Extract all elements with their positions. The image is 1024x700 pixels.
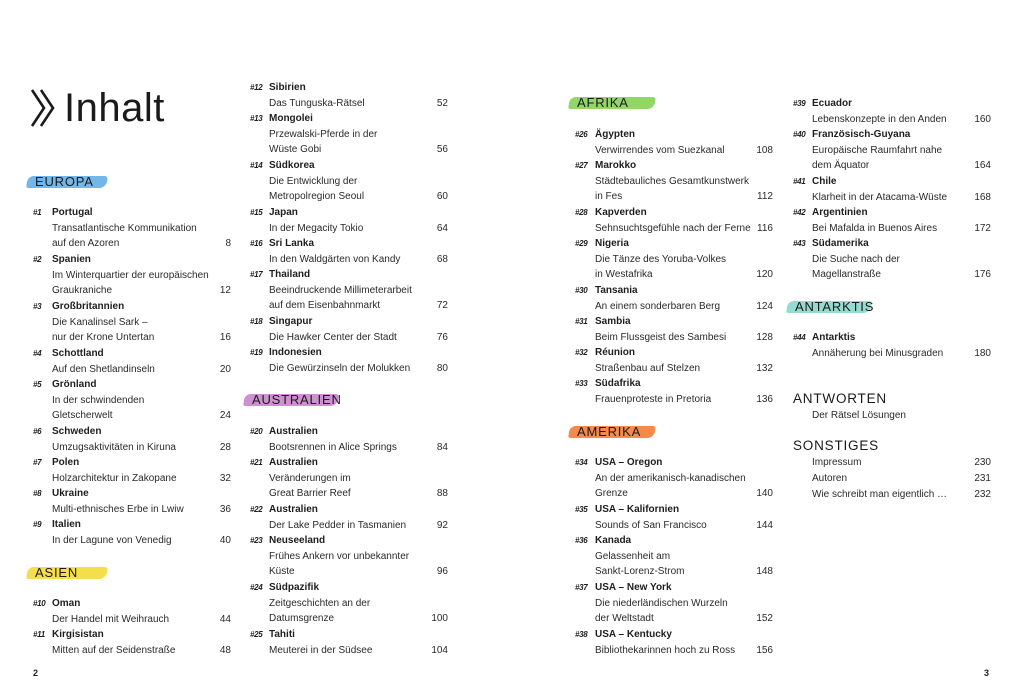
section-heading-afrika — [573, 93, 629, 113]
section-label: SONSTIGES — [793, 438, 879, 453]
toc-entry[interactable] — [250, 455, 448, 502]
entry-number: #43 — [793, 239, 806, 248]
entry-number: #6 — [33, 427, 42, 436]
section-label: EUROPA — [35, 174, 94, 189]
toc-entry[interactable] — [33, 205, 231, 252]
entry-country: Japan — [269, 207, 298, 218]
entry-number: #22 — [250, 505, 263, 514]
entry-country: Sri Lanka — [269, 238, 315, 249]
entry-page-number: 172 — [974, 222, 991, 234]
entry-subtitle: Bootsrennen in Alice Springs — [269, 441, 397, 453]
toc-entry[interactable] — [793, 174, 991, 205]
entry-subtitle: in Westafrika — [595, 269, 653, 281]
entry-subtitle: Frühes Ankern vor unbekannter — [269, 550, 410, 562]
entry-page-number: 152 — [756, 613, 773, 625]
entry-subtitle: Metropolregion Seoul — [269, 191, 365, 203]
toc-entry[interactable] — [250, 533, 448, 580]
entry-page-number: 136 — [756, 393, 773, 405]
section-heading-antworten — [793, 389, 887, 409]
entry-page-number: 108 — [756, 144, 773, 156]
entry-country: Großbritannien — [52, 301, 125, 312]
entry-country: Australien — [269, 426, 318, 437]
entry-page-number: 16 — [219, 332, 231, 344]
toc-entry[interactable] — [250, 627, 448, 658]
entry-subtitle: Graukraniche — [52, 285, 113, 297]
section-label: ANTARKTIS — [795, 299, 875, 314]
entry-country: Ecuador — [812, 98, 853, 109]
entry-number: #34 — [575, 458, 588, 467]
entry-subtitle: Veränderungen im — [269, 472, 351, 484]
entry-number: #15 — [250, 208, 263, 217]
entry-page-number: 144 — [756, 519, 773, 531]
entry-number: #27 — [575, 161, 588, 170]
entry-country: Chile — [812, 176, 837, 187]
entry-page-number: 56 — [436, 144, 448, 156]
entry-subtitle: Datumsgrenze — [269, 613, 335, 625]
entry-page-number: 80 — [436, 362, 448, 374]
entry-subtitle: dem Äquator — [812, 160, 870, 172]
entry-number: #25 — [250, 630, 263, 639]
entry-page-number: 230 — [974, 457, 991, 468]
entry-country: Südamerika — [812, 238, 869, 249]
entry-number: #26 — [575, 130, 588, 139]
entry-number: #18 — [250, 317, 263, 326]
entry-page-number: 72 — [436, 300, 448, 312]
entry-subtitle: Das Tunguska-Rätsel — [269, 97, 365, 109]
entry-number: #1 — [33, 208, 42, 217]
entry-number: #21 — [250, 458, 263, 467]
entry-country: USA – New York — [595, 582, 672, 593]
entry-subtitle: Transatlantische Kommunikation — [52, 222, 197, 234]
entry-country: Italien — [52, 519, 81, 530]
entry-number: #8 — [33, 489, 42, 498]
entry-number: #10 — [33, 599, 46, 608]
entry-page-number: 12 — [219, 285, 231, 297]
entry-country: Nigeria — [595, 238, 629, 249]
entry-number: #19 — [250, 348, 263, 357]
entry-number: #13 — [250, 114, 263, 123]
toc-entry[interactable] — [33, 455, 231, 486]
entry-page-number: 120 — [756, 269, 773, 281]
entry-country: Kirgisistan — [52, 629, 104, 640]
entry-page-number: 28 — [219, 441, 231, 453]
entry-country: Singapur — [269, 316, 313, 327]
entry-subtitle: Die Hawker Center der Stadt — [269, 331, 397, 343]
entry-subtitle: Autoren — [812, 473, 848, 484]
entry-number: #44 — [793, 333, 806, 342]
entry-subtitle: Przewalski-Pferde in der — [269, 128, 378, 140]
entry-subtitle: Der Rätsel Lösungen — [812, 410, 906, 421]
entry-page-number: 232 — [974, 489, 991, 500]
entry-country: USA – Oregon — [595, 457, 663, 468]
double-chevron-icon — [28, 86, 58, 130]
entry-page-number: 104 — [431, 644, 448, 656]
entry-number: #2 — [33, 255, 42, 264]
section-heading-antarktis — [791, 297, 874, 317]
entry-page-number: 168 — [974, 191, 991, 203]
entry-subtitle: Sounds of San Francisco — [595, 519, 707, 531]
entry-page-number: 132 — [756, 362, 773, 374]
entry-number: #17 — [250, 270, 263, 279]
section-heading-sonstiges — [793, 436, 879, 456]
entry-country: Australien — [269, 504, 318, 515]
entry-country: Thailand — [269, 269, 311, 280]
toc-entry[interactable] — [33, 299, 231, 346]
toc-entry[interactable] — [33, 377, 231, 424]
page-number-right: 3 — [984, 668, 990, 678]
entry-subtitle: Multi-ethnisches Erbe in Lwiw — [52, 503, 184, 515]
entry-subtitle: Die Tänze des Yoruba-Volkes — [595, 253, 727, 265]
entry-number: #12 — [250, 83, 263, 92]
entry-subtitle: Im Winterquartier der europäischen — [52, 269, 209, 281]
entry-subtitle: Umzugsaktivitäten in Kiruna — [52, 441, 176, 453]
toc-entry[interactable] — [793, 455, 991, 471]
section-heading-australien — [248, 390, 342, 410]
entry-number: #31 — [575, 317, 588, 326]
entry-country: Oman — [52, 598, 81, 609]
toc-entry[interactable] — [33, 424, 231, 455]
entry-subtitle: Die niederländischen Wurzeln — [595, 597, 728, 609]
toc-entry[interactable] — [33, 627, 231, 658]
toc-entry[interactable] — [250, 345, 448, 376]
entry-page-number: 48 — [219, 644, 231, 656]
entry-page-number: 112 — [757, 191, 773, 203]
entry-country: Südafrika — [595, 378, 641, 389]
entry-subtitle: Küste — [269, 566, 295, 578]
section-label: AMERIKA — [577, 424, 642, 439]
entry-subtitle: Magellanstraße — [812, 269, 881, 281]
toc-entry[interactable] — [575, 314, 773, 345]
toc-entry[interactable] — [793, 127, 991, 174]
entry-country: Kapverden — [595, 207, 647, 218]
entry-page-number: 64 — [436, 222, 448, 234]
toc-entry[interactable] — [250, 580, 448, 627]
entry-subtitle: Meuterei in der Südsee — [269, 644, 373, 656]
toc-entry[interactable] — [250, 80, 448, 111]
entry-subtitle: Die Suche nach der — [812, 253, 900, 265]
entry-country: Sambia — [595, 316, 631, 327]
toc-entry[interactable] — [575, 158, 773, 205]
entry-subtitle: Annäherung bei Minusgraden — [812, 347, 944, 359]
entry-subtitle: Klarheit in der Atacama-Wüste — [812, 191, 948, 203]
entry-number: #20 — [250, 427, 263, 436]
entry-number: #38 — [575, 630, 588, 639]
entry-page-number: 128 — [756, 331, 773, 343]
entry-country: Französisch-Guyana — [812, 129, 911, 140]
entry-country: Ukraine — [52, 488, 89, 499]
entry-subtitle: In der Lagune von Venedig — [52, 534, 172, 546]
entry-subtitle: Holzarchitektur in Zakopane — [52, 472, 177, 484]
entry-page-number: 116 — [757, 222, 773, 234]
entry-page-number: 140 — [756, 488, 773, 500]
toc-entry[interactable] — [250, 158, 448, 205]
toc-entry[interactable] — [793, 408, 991, 424]
entry-country: Portugal — [52, 207, 93, 218]
entry-number: #14 — [250, 161, 263, 170]
entry-page-number: 156 — [756, 644, 773, 656]
entry-number: #41 — [793, 177, 806, 186]
entry-page-number: 32 — [219, 472, 231, 484]
entry-page-number: 96 — [436, 566, 448, 578]
entry-subtitle: der Weltstadt — [595, 613, 654, 625]
toc-entry[interactable] — [33, 486, 231, 517]
entry-country: Australien — [269, 457, 318, 468]
entry-subtitle: Wüste Gobi — [269, 144, 322, 156]
entry-subtitle: Auf den Shetlandinseln — [52, 363, 155, 375]
entry-page-number: 76 — [436, 331, 448, 343]
entry-page-number: 124 — [756, 300, 773, 312]
entry-subtitle: Lebenskonzepte in den Anden — [812, 113, 947, 125]
entry-number: #23 — [250, 536, 263, 545]
section-label: ASIEN — [35, 565, 79, 580]
entry-subtitle: Der Handel mit Weihrauch — [52, 613, 170, 625]
entry-number: #40 — [793, 130, 806, 139]
entry-page-number: 52 — [436, 97, 448, 109]
entry-country: Marokko — [595, 160, 637, 171]
entry-number: #36 — [575, 536, 588, 545]
toc-entry[interactable] — [250, 111, 448, 158]
toc-entry[interactable] — [33, 596, 231, 627]
section-heading-amerika — [573, 422, 641, 442]
toc-entry[interactable] — [575, 283, 773, 314]
entry-subtitle: Verwirrendes vom Suezkanal — [595, 144, 725, 156]
entry-subtitle: auf dem Eisenbahnmarkt — [269, 300, 381, 312]
entry-subtitle: Gletscherwelt — [52, 410, 113, 422]
entry-subtitle: Beeindruckende Millimeterarbeit — [269, 284, 412, 296]
entry-number: #9 — [33, 520, 42, 529]
entry-page-number: 68 — [436, 253, 448, 265]
entry-subtitle: Sehnsuchtsgefühle nach der Ferne — [595, 222, 751, 234]
entry-number: #37 — [575, 583, 588, 592]
entry-subtitle: Gelassenheit am — [595, 550, 671, 562]
entry-subtitle: Bei Mafalda in Buenos Aires — [812, 222, 938, 234]
entry-subtitle: Die Kanalinsel Sark – — [52, 316, 148, 328]
toc-entry[interactable] — [575, 345, 773, 376]
toc-entry[interactable] — [793, 205, 991, 236]
entry-country: Spanien — [52, 254, 91, 265]
entry-page-number: 160 — [974, 113, 991, 125]
entry-subtitle: Grenze — [595, 488, 628, 500]
section-label: AUSTRALIEN — [252, 392, 342, 407]
entry-number: #4 — [33, 349, 42, 358]
entry-country: Ägypten — [595, 129, 635, 140]
entry-subtitle: Mitten auf der Seidenstraße — [52, 644, 176, 656]
toc-heading — [28, 84, 165, 132]
entry-country: Sibirien — [269, 82, 306, 93]
entry-country: Indonesien — [269, 347, 322, 358]
entry-country: Tansania — [595, 285, 638, 296]
toc-entry[interactable] — [793, 96, 991, 127]
entry-country: Mongolei — [269, 113, 313, 124]
entry-page-number: 36 — [219, 503, 231, 515]
entry-number: #5 — [33, 380, 42, 389]
entry-country: Tahiti — [269, 629, 295, 640]
toc-entry[interactable] — [575, 533, 773, 580]
toc-entry[interactable] — [250, 267, 448, 314]
entry-page-number: 231 — [974, 473, 991, 484]
entry-number: #33 — [575, 379, 588, 388]
entry-country: Neuseeland — [269, 535, 326, 546]
entry-number: #16 — [250, 239, 263, 248]
toc-entry[interactable] — [793, 471, 991, 487]
entry-country: Grönland — [52, 379, 97, 390]
entry-page-number: 8 — [225, 238, 231, 250]
toc-entry[interactable] — [575, 376, 773, 407]
entry-subtitle: Städtebauliches Gesamtkunstwerk — [595, 175, 749, 187]
entry-subtitle: Wie schreibt man eigentlich … — [812, 489, 948, 500]
section-label: ANTWORTEN — [793, 391, 887, 406]
entry-subtitle: Impressum — [812, 457, 862, 468]
entry-page-number: 100 — [431, 613, 448, 625]
entry-country: Schweden — [52, 426, 102, 437]
entry-subtitle: Sankt-Lorenz-Strom — [595, 566, 685, 578]
toc-entry[interactable] — [575, 205, 773, 236]
entry-country: Argentinien — [812, 207, 868, 218]
entry-number: #3 — [33, 302, 42, 311]
entry-subtitle: In den Waldgärten von Kandy — [269, 253, 401, 265]
entry-country: USA – Kentucky — [595, 629, 672, 640]
toc-entry[interactable] — [575, 236, 773, 283]
entry-page-number: 88 — [436, 488, 448, 500]
toc-entry[interactable] — [250, 236, 448, 267]
toc-entry[interactable] — [33, 517, 231, 548]
entry-subtitle: Frauenproteste in Pretoria — [595, 393, 712, 405]
section-heading-asien — [31, 563, 78, 583]
section-label: AFRIKA — [577, 95, 629, 110]
entry-subtitle: Bibliothekarinnen hoch zu Ross — [595, 644, 736, 656]
entry-subtitle: Die Gewürzinseln der Molukken — [269, 362, 411, 374]
entry-page-number: 92 — [436, 519, 448, 531]
entry-subtitle: auf den Azoren — [52, 238, 120, 250]
page-number-left: 2 — [33, 668, 39, 678]
entry-subtitle: Great Barrier Reef — [269, 488, 351, 500]
entry-number: #11 — [33, 630, 45, 639]
entry-subtitle: Der Lake Pedder in Tasmanien — [269, 519, 407, 531]
entry-subtitle: in Fes — [595, 191, 623, 203]
entry-number: #24 — [250, 583, 263, 592]
toc-entry[interactable] — [793, 236, 991, 283]
entry-number: #32 — [575, 348, 588, 357]
entry-subtitle: An einem sonderbaren Berg — [595, 300, 721, 312]
entry-country: Schottland — [52, 348, 104, 359]
toc-entry[interactable] — [575, 580, 773, 627]
page-title: Inhalt — [64, 85, 165, 130]
entry-subtitle: Beim Flussgeist des Sambesi — [595, 331, 727, 343]
section-heading-europa — [31, 172, 94, 192]
entry-subtitle: nur der Krone Untertan — [52, 332, 155, 344]
entry-country: Antarktis — [812, 332, 856, 343]
entry-page-number: 180 — [974, 347, 991, 359]
toc-entry[interactable] — [575, 627, 773, 658]
toc-entry[interactable] — [575, 127, 773, 158]
entry-country: Südpazifik — [269, 582, 320, 593]
entry-number: #28 — [575, 208, 588, 217]
toc-entry[interactable] — [793, 487, 991, 503]
entry-subtitle: An der amerikanisch-kanadischen — [595, 472, 746, 484]
entry-subtitle: Zeitgeschichten an der — [269, 597, 371, 609]
entry-page-number: 60 — [436, 191, 448, 203]
entry-country: Kanada — [595, 535, 632, 546]
entry-subtitle: Europäische Raumfahrt nahe — [812, 144, 943, 156]
entry-page-number: 176 — [974, 269, 991, 281]
entry-page-number: 84 — [436, 441, 448, 453]
toc-entry[interactable] — [250, 205, 448, 236]
entry-number: #29 — [575, 239, 588, 248]
toc-entry[interactable] — [33, 252, 231, 299]
entry-page-number: 164 — [974, 160, 991, 172]
toc-entry[interactable] — [250, 502, 448, 533]
entry-country: Polen — [52, 457, 80, 468]
toc-entry[interactable] — [33, 346, 231, 377]
entry-subtitle: Die Entwicklung der — [269, 175, 358, 187]
entry-subtitle: In der schwindenden — [52, 394, 145, 406]
entry-subtitle: In der Megacity Tokio — [269, 222, 364, 234]
entry-page-number: 40 — [219, 534, 231, 546]
entry-number: #42 — [793, 208, 806, 217]
toc-entry[interactable] — [250, 424, 448, 455]
entry-country: Südkorea — [269, 160, 315, 171]
entry-number: #39 — [793, 99, 806, 108]
entry-number: #35 — [575, 505, 588, 514]
entry-subtitle: Straßenbau auf Stelzen — [595, 362, 701, 374]
entry-country: USA – Kalifornien — [595, 504, 680, 515]
toc-entry[interactable] — [250, 314, 448, 345]
toc-entry[interactable] — [575, 455, 773, 502]
entry-page-number: 44 — [219, 613, 231, 625]
entry-number: #7 — [33, 458, 42, 467]
entry-number: #30 — [575, 286, 588, 295]
entry-page-number: 148 — [756, 566, 773, 578]
toc-entry[interactable] — [575, 502, 773, 533]
entry-page-number: 20 — [219, 363, 231, 375]
entry-country: Réunion — [595, 347, 635, 358]
entry-page-number: 24 — [219, 410, 231, 422]
toc-entry[interactable] — [793, 330, 991, 361]
